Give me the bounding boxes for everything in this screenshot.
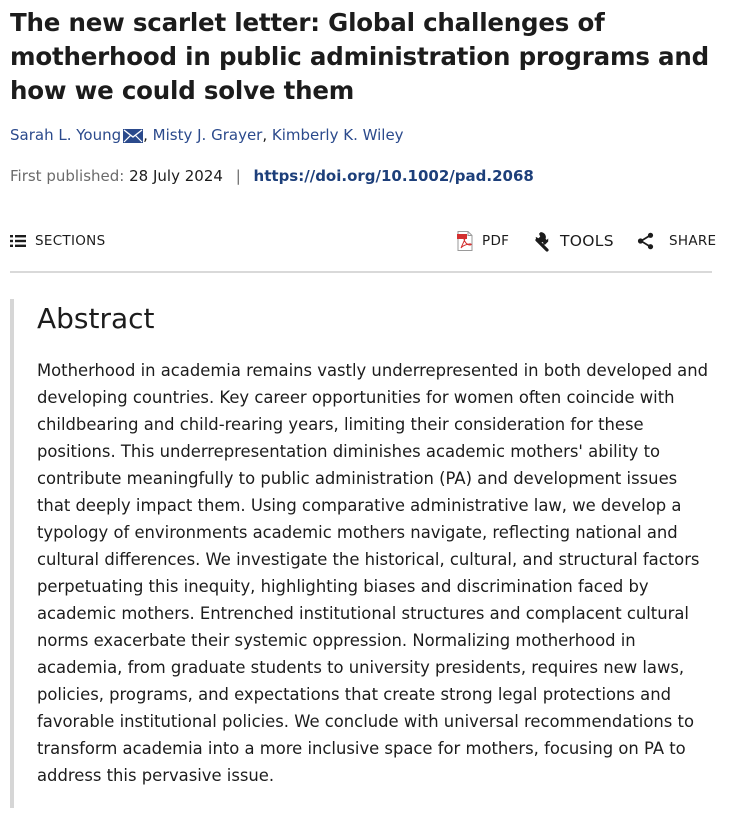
share-label: SHARE bbox=[669, 233, 717, 249]
author-separator: , bbox=[262, 126, 272, 144]
doi-link[interactable]: https://doi.org/10.1002/pad.2068 bbox=[253, 167, 534, 185]
pdf-label: PDF bbox=[482, 233, 510, 249]
sections-label: SECTIONS bbox=[35, 233, 106, 249]
pdf-button[interactable] bbox=[457, 226, 509, 256]
first-published-date: 28 July 2024 bbox=[129, 167, 223, 185]
tools-button[interactable] bbox=[527, 226, 614, 256]
abstract-section bbox=[10, 299, 716, 808]
toolbar-divider bbox=[10, 271, 712, 273]
wrench-icon bbox=[527, 230, 549, 252]
pub-separator: | bbox=[235, 167, 241, 185]
mail-icon[interactable] bbox=[123, 129, 143, 143]
author-list bbox=[10, 124, 404, 146]
article-toolbar bbox=[10, 226, 717, 256]
first-published-label: First published: bbox=[10, 167, 125, 185]
abstract-heading: Abstract bbox=[37, 302, 155, 335]
author-link-young[interactable]: Sarah L. Young bbox=[10, 126, 122, 144]
share-button[interactable] bbox=[637, 226, 716, 256]
pdf-icon bbox=[457, 231, 473, 251]
author-link-grayer[interactable]: Misty J. Grayer bbox=[152, 126, 263, 144]
list-icon bbox=[10, 234, 26, 248]
publication-info bbox=[10, 165, 534, 187]
author-link-wiley[interactable]: Kimberly K. Wiley bbox=[271, 126, 404, 144]
abstract-text: Motherhood in academia remains vastly underrepresented in both developed and developing countries. Key career opportunities for women often coincide with childbearing and child-rearing years, limiting their consideration for these positions. This underrepresentation diminishes academic mothers' ability to contribute meaningfully to public administration (PA) and development issues that deeply impact them. Using comparative administrative law, we develop a typology of environments academic mothers navigate, reflecting national and cultural differences. We investigate the historical, cultural, and structural factors perpetuating this inequity, highlighting biases and discrimination faced by academic mothers. Entrenched institutional structures and complacent cultural norms exacerbate their systemic oppression. Normalizing motherhood in academia, from graduate students to university presidents, requires new laws, policies, programs, and expectations that create strong legal protections and favorable institutional policies. We conclude with universal recommendations to transform academia into a more inclusive space for mothers, focusing on PA to address this pervasive issue. bbox=[37, 361, 709, 785]
sections-button[interactable] bbox=[10, 226, 105, 256]
article-title: The new scarlet letter: Global challenges of motherhood in public administration programs and how we could solve them bbox=[10, 8, 709, 105]
author-separator: , bbox=[143, 126, 153, 144]
tools-label: TOOLS bbox=[560, 232, 614, 250]
share-icon bbox=[637, 232, 654, 250]
